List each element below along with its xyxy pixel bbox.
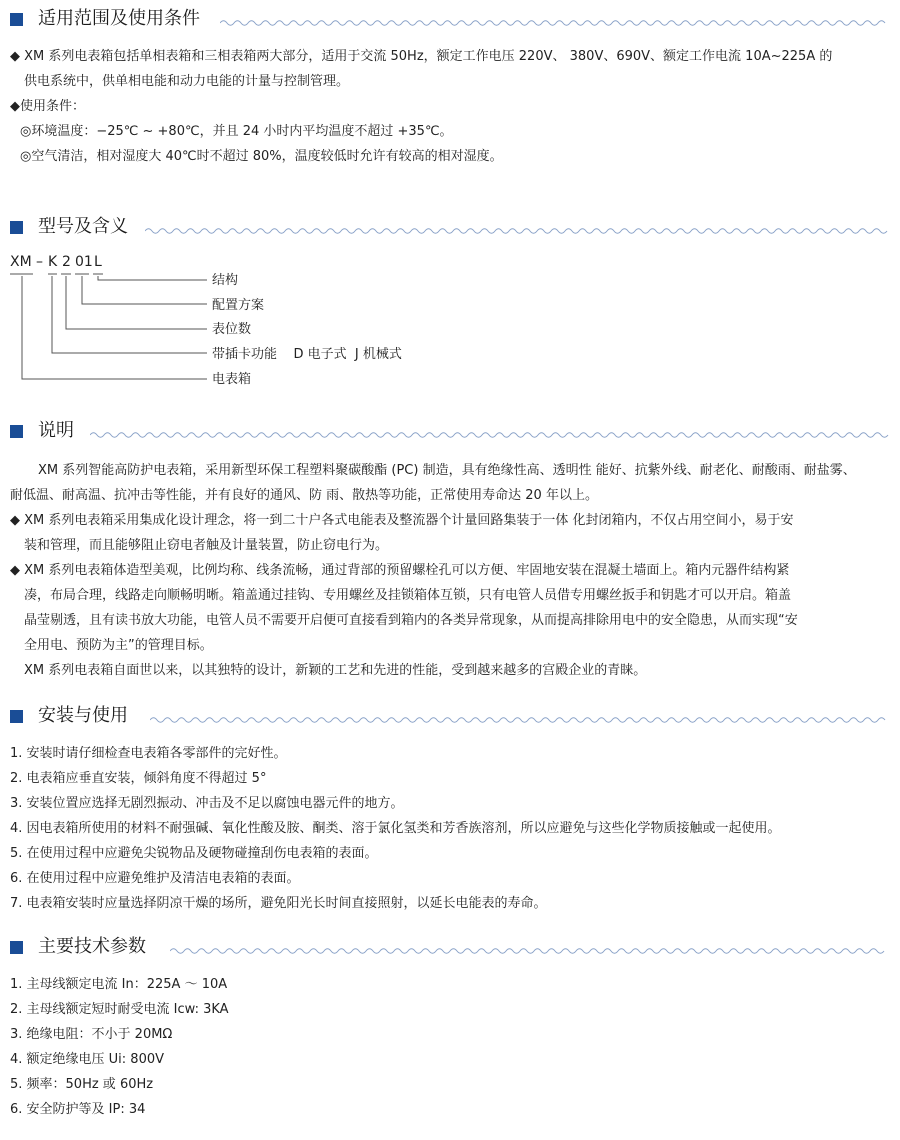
spec-item: 1. 主母线额定电流 In：225A ～ 10A	[10, 977, 228, 992]
section-title: 说明	[38, 420, 74, 441]
description-line: 装和管理，而且能够阻止窃电者触及计量装置，防止窃电行为。	[24, 538, 389, 553]
wave-line	[150, 718, 885, 723]
section-title: 适用范围及使用条件	[38, 8, 200, 29]
section-marker-icon	[10, 13, 23, 26]
section-title: 型号及含义	[38, 216, 128, 237]
section-marker-icon	[10, 710, 23, 723]
spec-item: 6. 安全防护等及 IP: 34	[10, 1102, 146, 1117]
model-code-series: XM	[10, 254, 32, 270]
description-line: ◆ XM 系列电表箱体造型美观，比例均称、线条流畅，通过背部的预留螺栓孔可以方便、牢固地安装在混凝土墙面上。箱内元器件结构紧	[10, 563, 790, 578]
scope-line: ◆使用条件：	[10, 99, 85, 114]
model-label-function: 带插卡功能 D 电子式 J 机械式	[212, 347, 402, 362]
wave-divider	[145, 226, 890, 236]
install-item: 3. 安装位置应选择无剧烈振动、冲击及不足以腐蚀电器元件的地方。	[10, 796, 404, 811]
wave-line	[170, 949, 884, 954]
model-label-series: 电表箱	[212, 372, 252, 387]
install-item: 6. 在使用过程中应避免维护及清洁电表箱的表面。	[10, 871, 300, 886]
model-label-config: 配置方案	[212, 298, 265, 313]
description-line: 全用电、预防为主”的管理目标。	[24, 638, 213, 653]
install-item: 1. 安装时请仔细检查电表箱各零部件的完好性。	[10, 746, 287, 761]
wave-line	[90, 433, 888, 438]
model-label-positions: 表位数	[212, 322, 252, 337]
section-marker-icon	[10, 941, 23, 954]
section-title: 主要技术参数	[38, 936, 146, 957]
scope-line: ◎环境温度：−25℃ ~ +80℃，并且 24 小时内平均温度不超过 +35℃。	[20, 124, 453, 139]
scope-line: ◎空气清洁，相对湿度大 40℃时不超过 80%，温度较低时允许有较高的相对湿度。	[20, 149, 503, 164]
wave-divider	[170, 946, 890, 956]
wave-line	[220, 21, 885, 26]
wave-divider	[220, 18, 890, 28]
section-header-scope	[10, 6, 890, 36]
description-line: 晶莹剔透，且有读书放大功能，电管人员不需要开启便可直接看到箱内的各类异常现象，从而提高排除用电中的安全隐患，从而实现“安	[24, 613, 798, 628]
wave-divider	[90, 430, 890, 440]
spec-item: 5. 频率：50Hz 或 60Hz	[10, 1077, 154, 1092]
scope-line: ◆ XM 系列电表箱包括单相表箱和三相表箱两大部分，适用于交流 50Hz，额定工作电压 220V、 380V、690V、额定工作电流 10A~225A 的	[10, 49, 833, 64]
description-line: XM 系列智能高防护电表箱，采用新型环保工程塑料聚碳酸酯 (PC) 制造，具有绝缘性高、透明性 能好、抗紫外线、耐老化、耐酸雨、耐盐雾、	[38, 463, 856, 478]
spec-item: 4. 额定绝缘电压 Ui: 800V	[10, 1052, 165, 1067]
model-code-structure: L	[94, 254, 102, 270]
description-line: XM 系列电表箱自面世以来，以其独特的设计，新颖的工艺和先进的性能，受到越来越多的宫殿企业的青睐。	[24, 663, 647, 678]
section-marker-icon	[10, 221, 23, 234]
model-code-dash: –	[36, 254, 43, 270]
install-item: 4. 因电表箱所使用的材料不耐强碱、氧化性酸及胺、酮类、溶于氯化氢类和芳香族溶剂，所以应避免与这些化学物质接触或一起使用。	[10, 821, 781, 836]
model-code-config: 01	[75, 254, 93, 270]
model-diagram	[0, 252, 480, 402]
section-marker-icon	[10, 425, 23, 438]
model-code-positions: 2	[62, 254, 71, 270]
section-header-description	[10, 418, 890, 448]
scope-line: 供电系统中，供单相电能和动力电能的计量与控制管理。	[24, 74, 350, 89]
model-code-function: K	[48, 254, 58, 270]
spec-item: 3. 绝缘电阻：不小于 20MΩ	[10, 1027, 173, 1042]
section-title: 安装与使用	[38, 705, 128, 726]
model-label-structure: 结构	[212, 273, 239, 288]
section-header-install	[10, 703, 890, 733]
section-header-model	[10, 214, 890, 244]
wave-divider	[150, 715, 890, 725]
description-line: 凑，布局合理，线路走向顺畅明晰。箱盖通过挂钩、专用螺丝及挂锁箱体互锁，只有电管人员借专用螺丝扳手和钥匙才可以开启。箱盖	[24, 588, 792, 603]
install-item: 7. 电表箱安装时应量选择阴凉干燥的场所，避免阳光长时间直接照射，以延长电能表的寿命。	[10, 896, 547, 911]
section-header-specs	[10, 934, 890, 964]
description-line: ◆ XM 系列电表箱采用集成化设计理念，将一到二十户各式电能表及整流器个计量回路集装于一体 化封闭箱内，不仅占用空间小，易于安	[10, 513, 794, 528]
install-item: 5. 在使用过程中应避免尖锐物品及硬物碰撞刮伤电表箱的表面。	[10, 846, 378, 861]
description-line: 耐低温、耐高温、抗冲击等性能，并有良好的通风、防 雨、散热等功能，正常使用寿命达 20 年以上。	[10, 488, 598, 503]
spec-item: 2. 主母线额定短时耐受电流 Icw: 3KA	[10, 1002, 229, 1017]
install-item: 2. 电表箱应垂直安装，倾斜角度不得超过 5°	[10, 771, 267, 786]
wave-line	[145, 229, 887, 234]
